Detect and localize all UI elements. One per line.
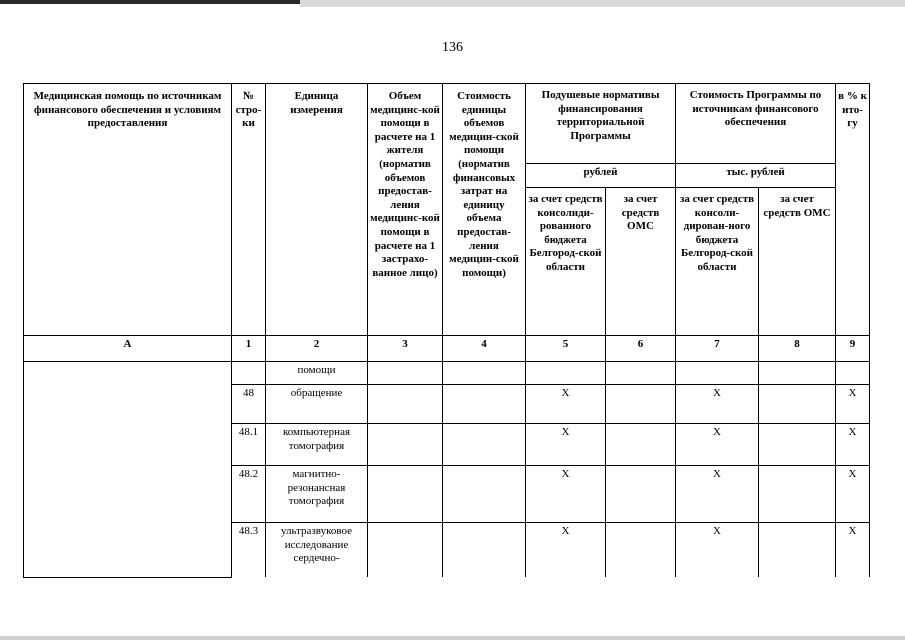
line-number-cell: 48.2	[232, 466, 266, 523]
header-budget-rubles: за счет средств консолиди-рованного бюджета Белгород-ской области	[526, 188, 606, 336]
header-line-number: № стро-ки	[232, 84, 266, 336]
percent-cell	[836, 362, 870, 385]
percent-cell: Х	[836, 424, 870, 466]
header-percent-of-total: в % к ито-гу	[836, 84, 870, 336]
table-row	[24, 362, 870, 385]
column-index-9: 9	[836, 336, 870, 362]
budget-rubles-cell: Х	[526, 466, 606, 523]
unit-cost-cell	[443, 362, 526, 385]
header-unit-thousand-rubles: тыс. рублей	[676, 164, 836, 188]
column-index-row	[24, 336, 870, 362]
line-number-cell: 48.3	[232, 523, 266, 578]
unit-cost-cell	[443, 466, 526, 523]
header-program-cost: Стоимость Программы по источникам финансового обеспечения	[676, 84, 836, 164]
oms-rubles-cell	[606, 424, 676, 466]
percent-cell: Х	[836, 523, 870, 578]
budget-rubles-cell: Х	[526, 523, 606, 578]
budget-thousand-cell: Х	[676, 385, 759, 424]
header-budget-thousand: за счет средств консоли-дирован-ного бюджета Белгород-ской области	[676, 188, 759, 336]
line-number-cell: 48	[232, 385, 266, 424]
unit-cost-cell	[443, 385, 526, 424]
scan-edge-top-shade	[300, 0, 905, 7]
oms-thousand-cell	[759, 424, 836, 466]
column-index-1: 1	[232, 336, 266, 362]
budget-rubles-cell: Х	[526, 424, 606, 466]
unit-cost-cell	[443, 523, 526, 578]
oms-thousand-cell	[759, 523, 836, 578]
unit-cell: помощи	[266, 362, 368, 385]
oms-thousand-cell	[759, 362, 836, 385]
header-unit-cost: Стоимость единицы объемов медицин-ской помощи (норматив финансовых затрат на единицу объема предостав-ления медицин-ской помощи)	[443, 84, 526, 336]
line-number-cell	[232, 362, 266, 385]
care-type-cell	[24, 362, 232, 578]
unit-cell: обращение	[266, 385, 368, 424]
percent-cell: Х	[836, 385, 870, 424]
header-volume: Объем медицинс-кой помощи в расчете на 1 жителя (норматив объемов предостав-ления медицинс-кой помощи в расчете на 1 застрахо-ванное лицо)	[368, 84, 443, 336]
volume-cell	[368, 385, 443, 424]
budget-rubles-cell	[526, 362, 606, 385]
header-unit: Единица измерения	[266, 84, 368, 336]
unit-cell: магнитно-резонансная томография	[266, 466, 368, 523]
oms-rubles-cell	[606, 466, 676, 523]
page-number: 136	[442, 40, 463, 55]
oms-rubles-cell	[606, 523, 676, 578]
volume-cell	[368, 466, 443, 523]
oms-rubles-cell	[606, 385, 676, 424]
header-care-type: Медицинская помощь по источникам финансового обеспечения и условиям предоставления	[24, 84, 232, 336]
header-oms-rubles: за счет средств ОМС	[606, 188, 676, 336]
scan-edge-bottom	[0, 636, 905, 640]
header-row-1	[24, 84, 870, 164]
volume-cell	[368, 424, 443, 466]
budget-thousand-cell	[676, 362, 759, 385]
column-index-4: 4	[443, 336, 526, 362]
volume-cell	[368, 362, 443, 385]
financing-table	[23, 83, 870, 578]
header-per-capita-norms: Подушевые нормативы финансирования территориальной Программы	[526, 84, 676, 164]
budget-thousand-cell: Х	[676, 466, 759, 523]
header-unit-rubles: рублей	[526, 164, 676, 188]
budget-thousand-cell: Х	[676, 424, 759, 466]
line-number-cell: 48.1	[232, 424, 266, 466]
column-index-a: А	[24, 336, 232, 362]
percent-cell: Х	[836, 466, 870, 523]
column-index-7: 7	[676, 336, 759, 362]
oms-thousand-cell	[759, 466, 836, 523]
header-oms-thousand: за счет средств ОМС	[759, 188, 836, 336]
oms-rubles-cell	[606, 362, 676, 385]
budget-thousand-cell: Х	[676, 523, 759, 578]
unit-cell: ультразвуковое исследование сердечно-	[266, 523, 368, 578]
unit-cell: компьютерная томография	[266, 424, 368, 466]
budget-rubles-cell: Х	[526, 385, 606, 424]
unit-cost-cell	[443, 424, 526, 466]
column-index-6: 6	[606, 336, 676, 362]
volume-cell	[368, 523, 443, 578]
oms-thousand-cell	[759, 385, 836, 424]
column-index-2: 2	[266, 336, 368, 362]
column-index-3: 3	[368, 336, 443, 362]
column-index-5: 5	[526, 336, 606, 362]
column-index-8: 8	[759, 336, 836, 362]
